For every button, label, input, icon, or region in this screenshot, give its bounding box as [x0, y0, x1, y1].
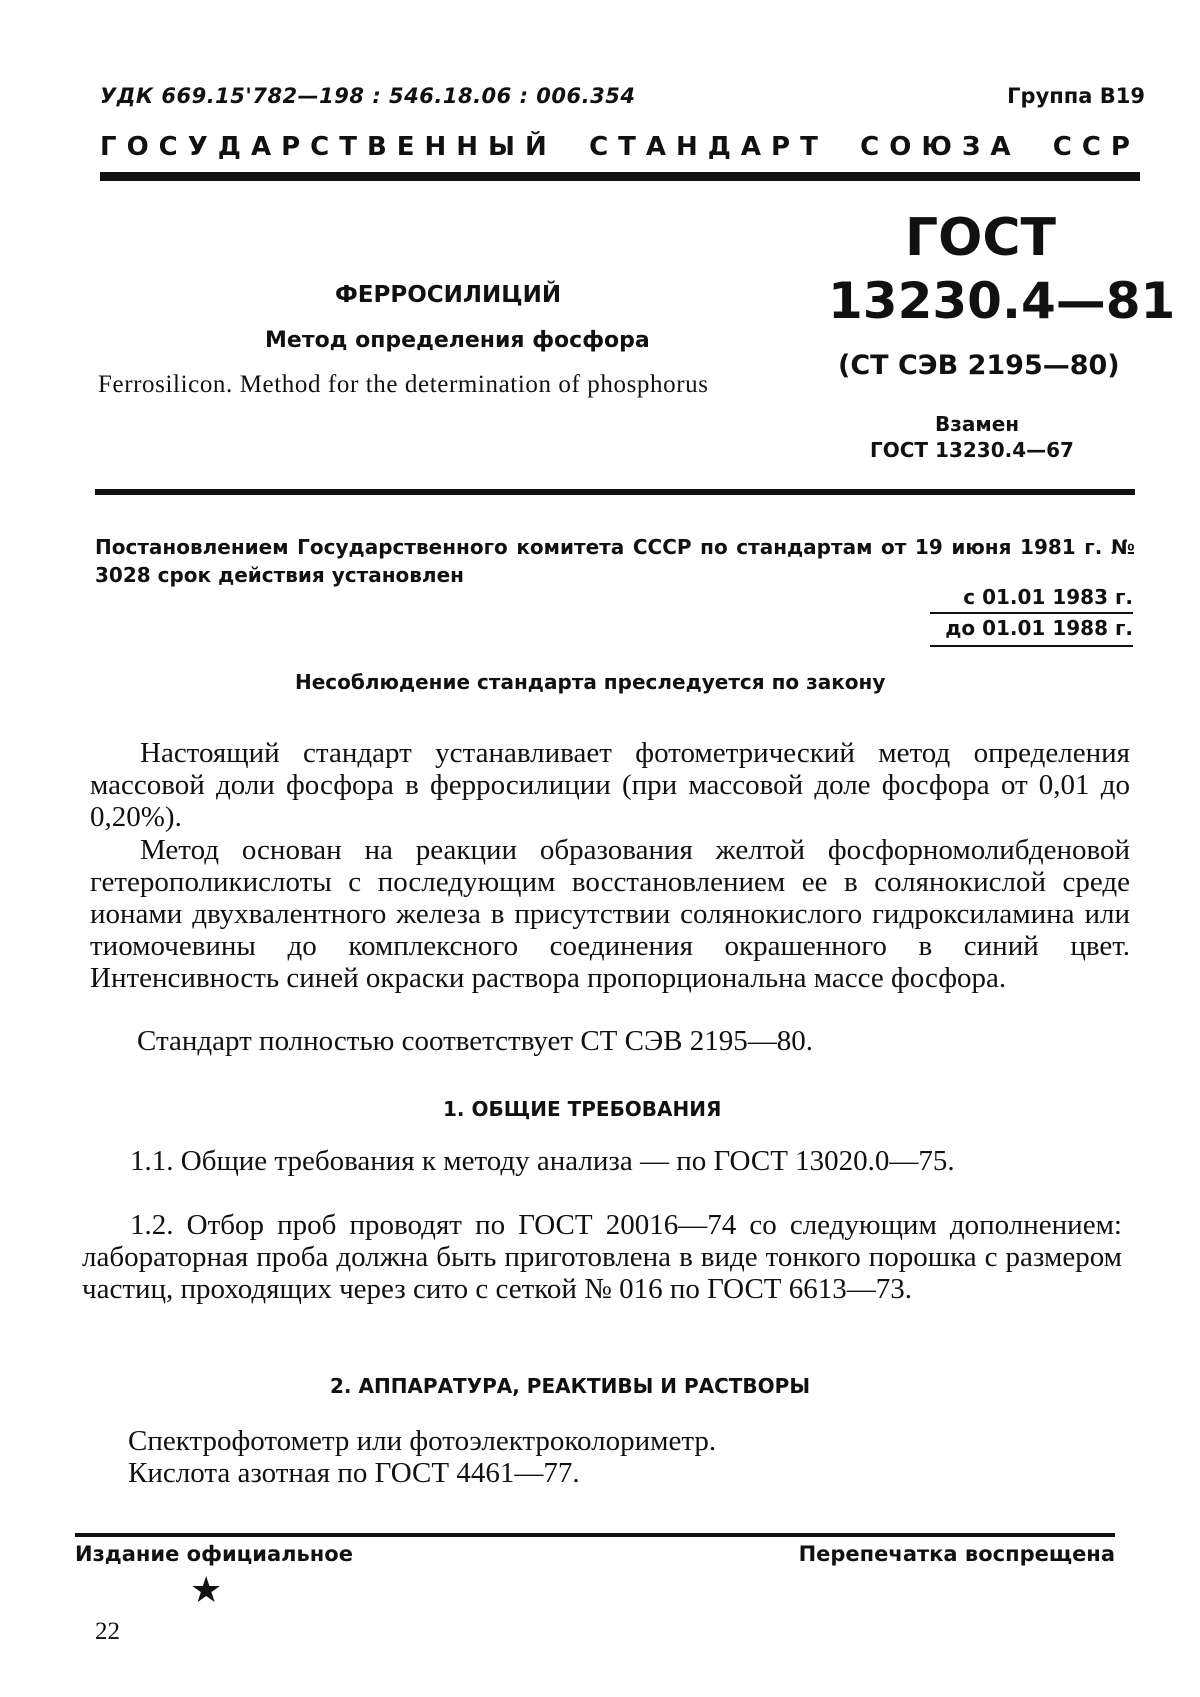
- sev-reference: (СТ СЭВ 2195—80): [838, 350, 1120, 381]
- official-edition-label: Издание официальное: [75, 1542, 353, 1566]
- intro-paragraph: Метод основан на реакции образования желтой фосфорномолибденовой гетерополикислоты с последующим восстановлением ее в солянокислой среде ионами двухвалентного железа в присутствии солянокислого гидроксиламина или тиомочевины до комплексного соединения окрашенного в синий цвет. Интенсивность синей окраски раствора пропорциональна массе фосфора.: [90, 834, 1130, 994]
- title-divider-rule: [95, 489, 1135, 495]
- intro-paragraph: Стандарт полностью соответствует СТ СЭВ 2195—80.: [137, 1025, 813, 1057]
- group-code: Группа В19: [1007, 84, 1145, 108]
- document-subtitle: Метод определения фосфора: [265, 328, 650, 353]
- effective-from-date: с 01.01 1983 г.: [963, 585, 1133, 609]
- section-item: Спектрофотометр или фотоэлектроколориметр.: [128, 1425, 717, 1457]
- english-title: Ferrosilicon. Method for the determination of phosphorus: [98, 371, 709, 398]
- section-item: 1.2. Отбор проб проводят по ГОСТ 20016—74 со следующим дополнением: лабораторная проба должна быть приготовлена в виде тонкого порошка с размером частиц, проходящих через сито с сеткой № 016 по ГОСТ 6613—73.: [82, 1209, 1122, 1305]
- gost-number: 13230.4—81: [828, 272, 1176, 330]
- section-item: 1.1. Общие требования к методу анализа — по ГОСТ 13020.0—75.: [130, 1145, 955, 1177]
- reprint-notice: Перепечатка воспрещена: [798, 1542, 1115, 1566]
- date-underline: [930, 645, 1133, 647]
- intro-paragraph: Настоящий стандарт устанавливает фотометрический метод определения массовой доли фосфора в ферросилиции (при массовой доле фосфора от 0,01 до 0,20%).: [90, 737, 1130, 833]
- page-number: 22: [95, 1618, 120, 1645]
- udk-code: УДК 669.15'782—198 : 546.18.06 : 006.354: [100, 84, 636, 108]
- banner-word: ГОСУДАРСТВЕННЫЙ: [100, 132, 557, 162]
- footer-rule: [75, 1533, 1115, 1537]
- section-item: Кислота азотная по ГОСТ 4461—77.: [128, 1457, 580, 1489]
- state-standard-banner: [100, 132, 1140, 162]
- banner-word: СОЮЗА: [860, 132, 1021, 162]
- section-heading: 1. ОБЩИЕ ТРЕБОВАНИЯ: [443, 1097, 722, 1121]
- header-thick-rule: [100, 172, 1140, 181]
- gost-label: ГОСТ: [905, 208, 1056, 268]
- section-heading: 2. АППАРАТУРА, РЕАКТИВЫ И РАСТВОРЫ: [330, 1374, 811, 1398]
- replaced-standard: ГОСТ 13230.4—67: [870, 438, 1074, 462]
- banner-word: СТАНДАРТ: [589, 132, 828, 162]
- decree-text: Постановлением Государственного комитета СССР по стандартам от 19 июня 1981 г. № 3028 срок действия установлен: [95, 535, 1135, 587]
- effective-to-date: до 01.01 1988 г.: [945, 616, 1133, 640]
- date-underline: [930, 612, 1133, 614]
- star-icon: ★: [190, 1570, 223, 1611]
- document-title: ФЕРРОСИЛИЦИЙ: [335, 282, 562, 308]
- replaces-label: Взамен: [935, 412, 1020, 436]
- banner-word: ССР: [1052, 132, 1140, 162]
- law-notice: Несоблюдение стандарта преследуется по закону: [295, 670, 886, 694]
